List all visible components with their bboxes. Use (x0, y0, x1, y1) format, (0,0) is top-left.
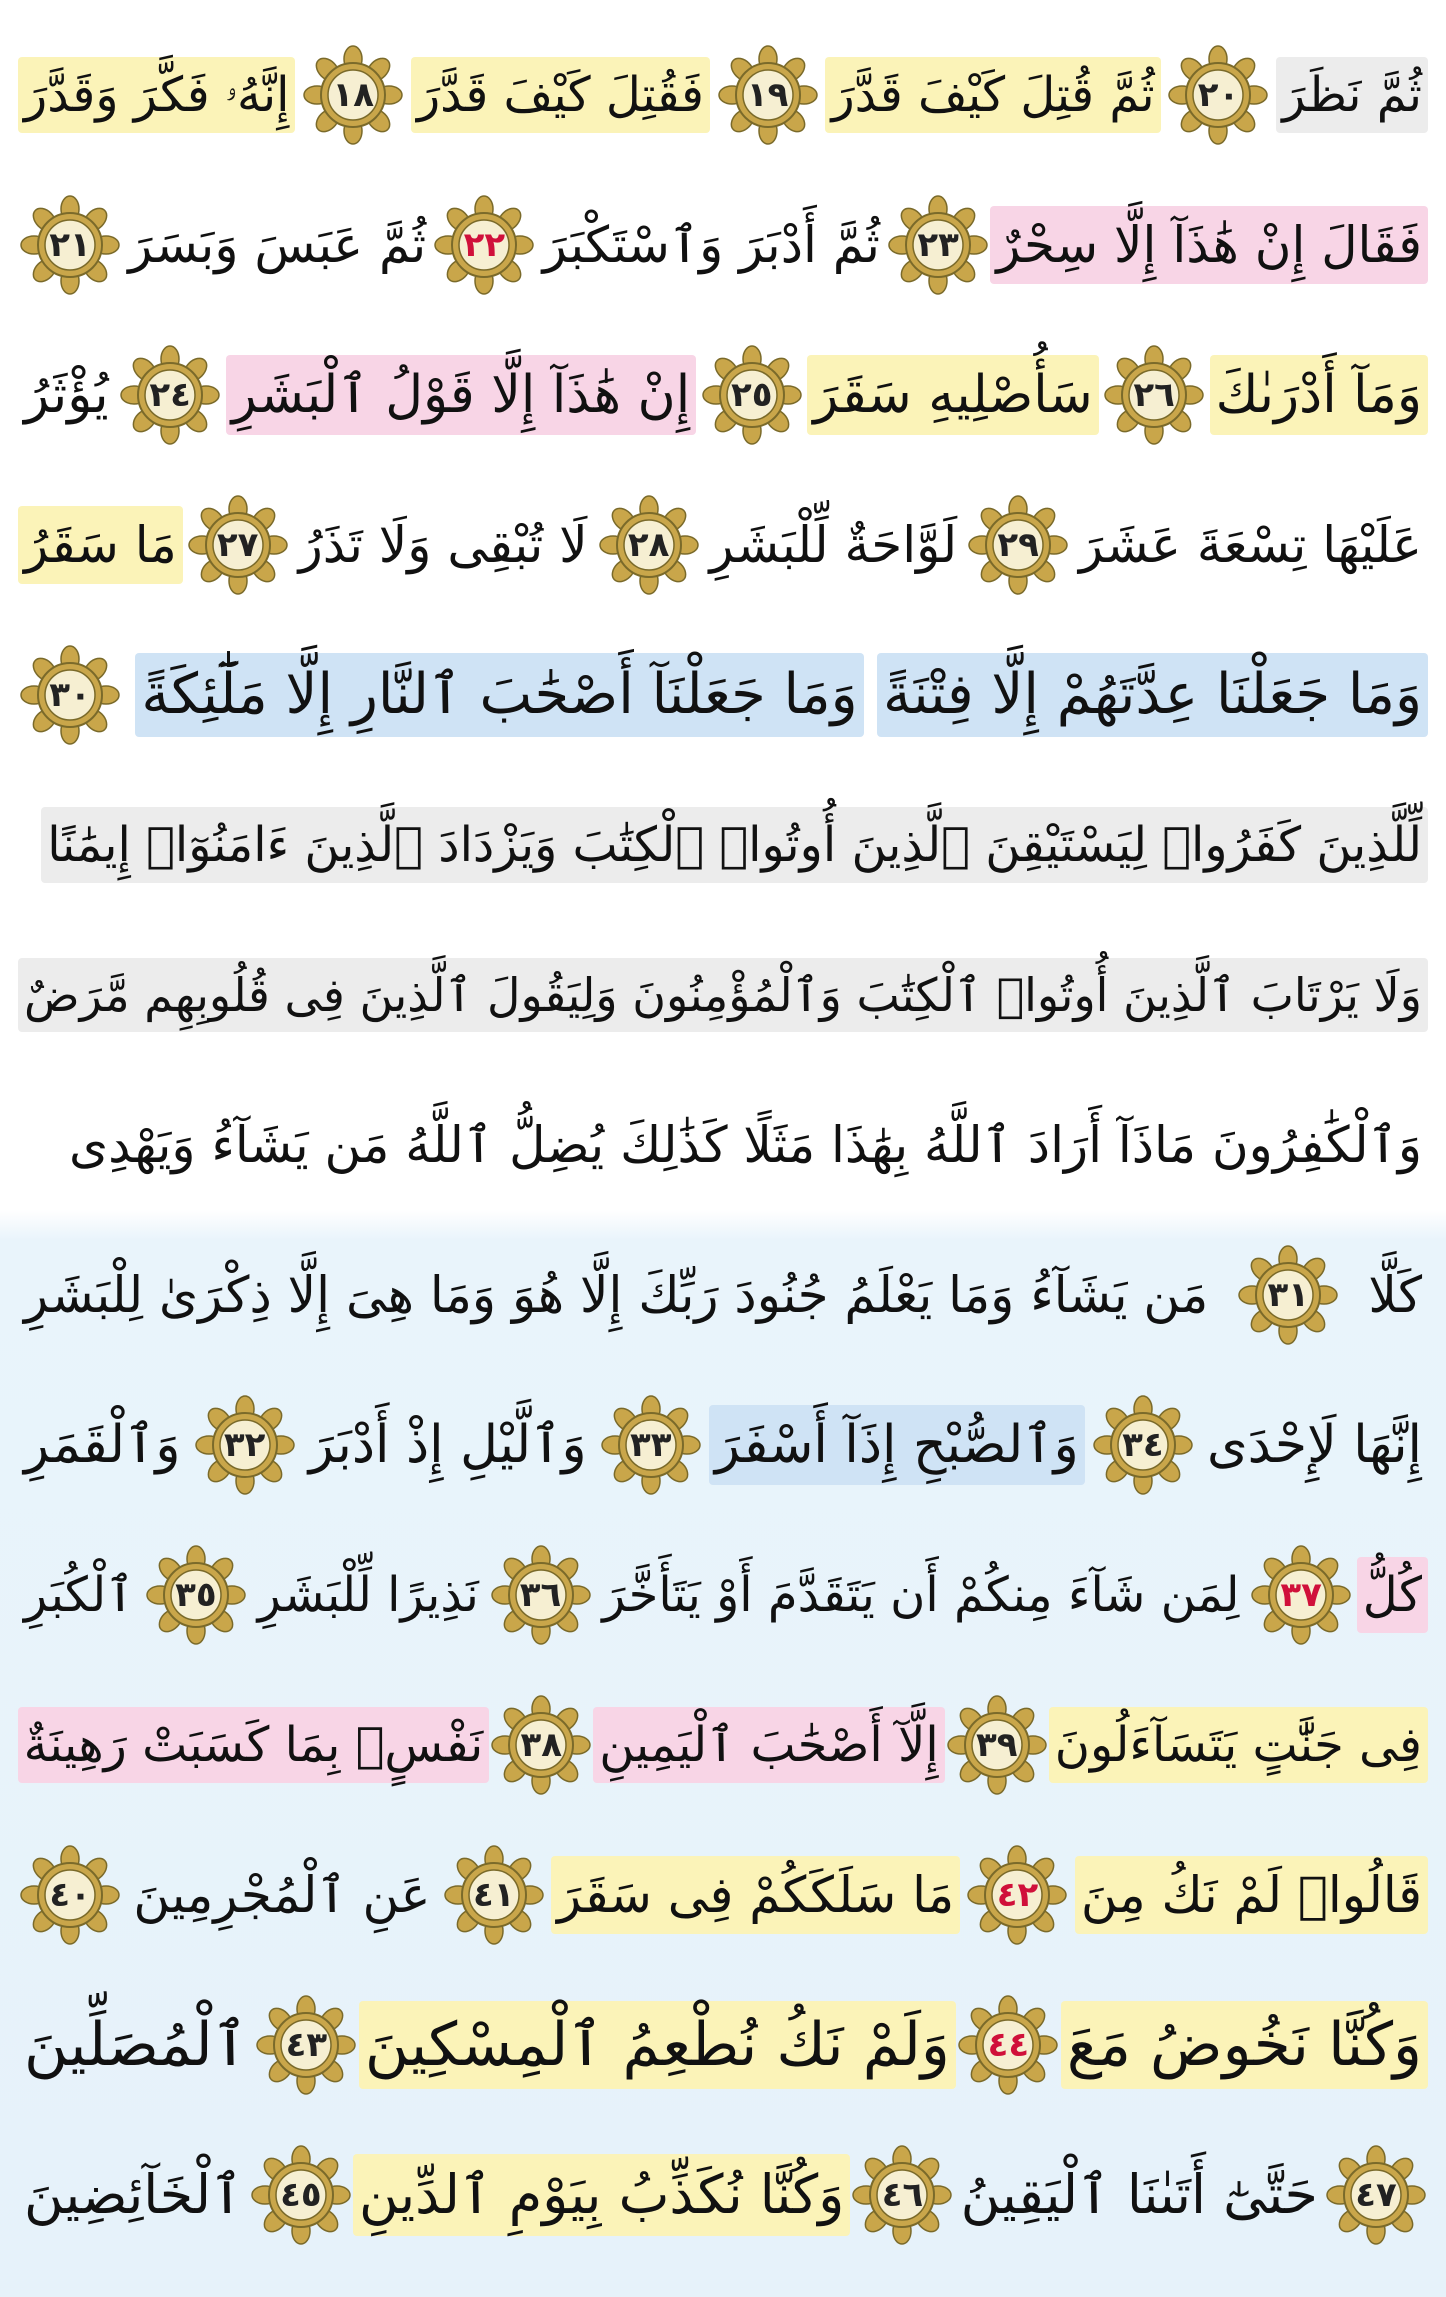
ayah-number: ٣٦ (519, 1575, 562, 1615)
verse-text: ثُمَّ أَدْبَرَ وَٱسْتَكْبَرَ (542, 216, 880, 274)
ayah-number: ٣٨ (520, 1725, 563, 1765)
verse-text: عَنِ ٱلْمُجْرِمِينَ (133, 1866, 431, 1924)
text-line (18, 620, 1428, 770)
ayah-number-marker (144, 1543, 248, 1647)
text-line (18, 1070, 1428, 1220)
highlighted-verse-text: إِلَّآ أَصْحَٰبَ ٱلْيَمِينِ (593, 1707, 944, 1783)
text-line (18, 470, 1428, 620)
ayah-number: ٣٧ (1280, 1575, 1322, 1615)
ayah-number: ٤٣ (285, 2025, 328, 2065)
verse-text: ٱلْكُبَرِ (24, 1567, 135, 1623)
ayah-number-marker (432, 193, 536, 297)
ayah-number: ٣٣ (630, 1425, 672, 1465)
highlighted-verse-text: وَمَآ أَدْرَىٰكَ (1210, 355, 1428, 435)
ayah-number: ٤٢ (996, 1875, 1039, 1915)
ayah-number-marker (18, 1843, 122, 1947)
verse-text: عَلَيْهَا تِسْعَةَ عَشَرَ (1078, 516, 1422, 574)
ayah-number-marker (716, 43, 820, 147)
ayah-number-marker (18, 643, 122, 747)
text-line (18, 2120, 1428, 2270)
verse-text: وَٱلَّيْلِ إِذْ أَدْبَرَ (308, 1415, 587, 1475)
ayah-number-marker (599, 1393, 703, 1497)
text-line (18, 1220, 1428, 1370)
highlighted-verse-text: لِّلَّذِينَ كَفَرُوا۟ لِيَسْتَيْقِنَ ٱلَّذِينَ أُوتُوا۟ ٱلْكِتَٰبَ وَيَزْدَادَ ٱلَّذِينَ ءَامَنُوٓا۟ إِيمَٰنًا (41, 807, 1428, 883)
ayah-number-marker (301, 43, 405, 147)
ayah-number-marker (442, 1843, 546, 1947)
highlighted-verse-text: مَا سَقَرُ (18, 506, 183, 584)
ayah-number: ٢٠ (1197, 75, 1240, 115)
ayah-number: ٣١ (1267, 1275, 1310, 1315)
highlighted-verse-text: كُلُّ (1357, 1557, 1428, 1633)
verse-text: كَلَّا (1368, 1266, 1422, 1324)
ayah-number-marker (1102, 343, 1206, 447)
verse-text: ثُمَّ عَبَسَ وَبَسَرَ (128, 216, 427, 274)
ayah-number-marker (489, 1693, 593, 1797)
ayah-number: ٣٤ (1122, 1425, 1164, 1465)
text-line (18, 170, 1428, 320)
ayah-number-marker (1324, 2143, 1428, 2247)
highlighted-verse-text: سَأُصْلِيهِ سَقَرَ (807, 355, 1098, 435)
verse-text: لَا تُبْقِى وَلَا تَذَرُ (298, 516, 588, 574)
verse-text: لَوَّاحَةٌ لِّلْبَشَرِ (709, 516, 958, 574)
ayah-number: ٤٤ (987, 2025, 1030, 2065)
ayah-number-marker (850, 2143, 954, 2247)
ayah-number-marker (597, 493, 701, 597)
verse-text: ٱلْخَآئِضِينَ (24, 2163, 243, 2226)
verse-text: إِنَّهَا لَإِحْدَى (1206, 1415, 1422, 1475)
highlighted-verse-text: وَكُنَّا نَخُوضُ مَعَ (1061, 2001, 1428, 2089)
verse-text: ٱلْمُصَلِّينَ (24, 2010, 248, 2080)
ayah-number-marker (1236, 1243, 1340, 1347)
highlighted-verse-text: وَلَا يَرْتَابَ ٱلَّذِينَ أُوتُوا۟ ٱلْكِتَٰبَ وَٱلْمُؤْمِنُونَ وَلِيَقُولَ ٱلَّذِينَ فِى قُلُوبِهِم مَّرَضٌ (18, 958, 1428, 1032)
highlighted-verse-text: نَفْسٍۭ بِمَا كَسَبَتْ رَهِينَةٌ (18, 1707, 490, 1783)
ayah-number-marker (700, 343, 804, 447)
highlighted-verse-text: فِى جَنَّٰتٍ يَتَسَآءَلُونَ (1049, 1707, 1428, 1783)
ayah-number: ٤٠ (49, 1875, 91, 1915)
ayah-number-marker (18, 193, 122, 297)
ayah-number: ٢٩ (997, 525, 1039, 565)
highlighted-verse-text: إِنْ هَٰذَآ إِلَّا قَوْلُ ٱلْبَشَرِ (226, 355, 697, 435)
ayah-number-marker (254, 1993, 358, 2097)
ayah-number: ٢٥ (730, 375, 773, 415)
ayah-number-marker (945, 1693, 1049, 1797)
text-line (18, 1520, 1428, 1670)
highlighted-verse-text: مَا سَلَكَكُمْ فِى سَقَرَ (551, 1856, 960, 1934)
highlighted-verse-text: ثُمَّ نَظَرَ (1276, 57, 1428, 133)
ayah-number: ٣٠ (49, 675, 91, 715)
text-line (18, 920, 1428, 1070)
ayah-number: ١٩ (746, 75, 789, 115)
text-line (18, 320, 1428, 470)
ayah-number-marker (193, 1393, 297, 1497)
ayah-number: ٢٣ (917, 225, 959, 265)
verse-text: وَٱلْقَمَرِ (24, 1415, 181, 1475)
highlighted-verse-text: فَقَالَ إِنْ هَٰذَآ إِلَّا سِحْرٌ (990, 206, 1428, 284)
verse-text: لِمَن شَآءَ مِنكُمْ أَن يَتَقَدَّمَ أَوْ يَتَأَخَّرَ (602, 1567, 1240, 1623)
ayah-number-marker (886, 193, 990, 297)
text-line (18, 1820, 1428, 1970)
ayah-number: ٤٧ (1355, 2175, 1397, 2215)
ayah-number: ٢٢ (463, 225, 506, 265)
highlighted-verse-text: وَكُنَّا نُكَذِّبُ بِيَوْمِ ٱلدِّينِ (353, 2154, 850, 2236)
highlighted-verse-text: فَقُتِلَ كَيْفَ قَدَّرَ (411, 57, 710, 133)
ayah-number-marker (1166, 43, 1270, 147)
verse-text: نَذِيرًا لِّلْبَشَرِ (257, 1567, 479, 1623)
highlighted-verse-text: وَلَمْ نَكُ نُطْعِمُ ٱلْمِسْكِينَ (359, 2001, 956, 2089)
highlighted-verse-text: قَالُوا۟ لَمْ نَكُ مِنَ (1075, 1856, 1428, 1934)
ayah-number-marker (966, 493, 1070, 597)
ayah-number: ٣٥ (175, 1575, 217, 1615)
ayah-number: ٤٦ (881, 2175, 924, 2215)
verse-text: وَٱلْكَٰفِرُونَ مَاذَآ أَرَادَ ٱللَّهُ بِهَٰذَا مَثَلًا كَذَٰلِكَ يُضِلُّ ٱللَّهُ مَن يَشَآءُ وَيَهْدِى (69, 1116, 1422, 1174)
text-line (18, 1670, 1428, 1820)
ayah-number-marker (1091, 1393, 1195, 1497)
ayah-number: ١٨ (332, 75, 374, 115)
ayah-number: ٢٦ (1133, 375, 1175, 415)
ayah-number-marker (965, 1843, 1069, 1947)
highlighted-verse-text: إِنَّهُۥ فَكَّرَ وَقَدَّرَ (18, 57, 295, 133)
ayah-number-marker (956, 1993, 1060, 2097)
highlighted-verse-text: ثُمَّ قُتِلَ كَيْفَ قَدَّرَ (825, 57, 1160, 133)
ayah-number: ٣٢ (223, 1425, 266, 1465)
ayah-number-marker (186, 493, 290, 597)
text-line (18, 20, 1428, 170)
text-line (18, 770, 1428, 920)
ayah-number: ٤٥ (280, 2175, 322, 2215)
ayah-number: ٣٩ (975, 1725, 1018, 1765)
ayah-number-marker (249, 2143, 353, 2247)
ayah-number: ٢١ (49, 225, 91, 265)
text-line (18, 1370, 1428, 1520)
text-line (18, 1970, 1428, 2120)
highlighted-verse-text: وَٱلصُّبْحِ إِذَآ أَسْفَرَ (709, 1405, 1085, 1485)
ayah-number: ٤١ (473, 1875, 515, 1915)
highlighted-verse-text: وَمَا جَعَلْنَا عِدَّتَهُمْ إِلَّا فِتْنَةً (877, 653, 1428, 737)
verse-text: مَن يَشَآءُ وَمَا يَعْلَمُ جُنُودَ رَبِّكَ إِلَّا هُوَ وَمَا هِىَ إِلَّا ذِكْرَىٰ لِلْبَشَرِ (24, 1266, 1209, 1324)
verse-text: حَتَّىٰٓ أَتَىٰنَا ٱلْيَقِينُ (960, 2163, 1318, 2226)
verse-text: يُؤْثَرُ (24, 365, 109, 425)
ayah-number-marker (489, 1543, 593, 1647)
ayah-number: ٢٨ (627, 525, 670, 565)
ayah-number: ٢٤ (149, 375, 191, 415)
highlighted-verse-text: وَمَا جَعَلْنَآ أَصْحَٰبَ ٱلنَّارِ إِلَّا مَلَٰٓئِكَةً (135, 653, 863, 737)
ayah-number-marker (1249, 1543, 1353, 1647)
ayah-number-marker (118, 343, 222, 447)
ayah-number: ٢٧ (216, 525, 259, 565)
